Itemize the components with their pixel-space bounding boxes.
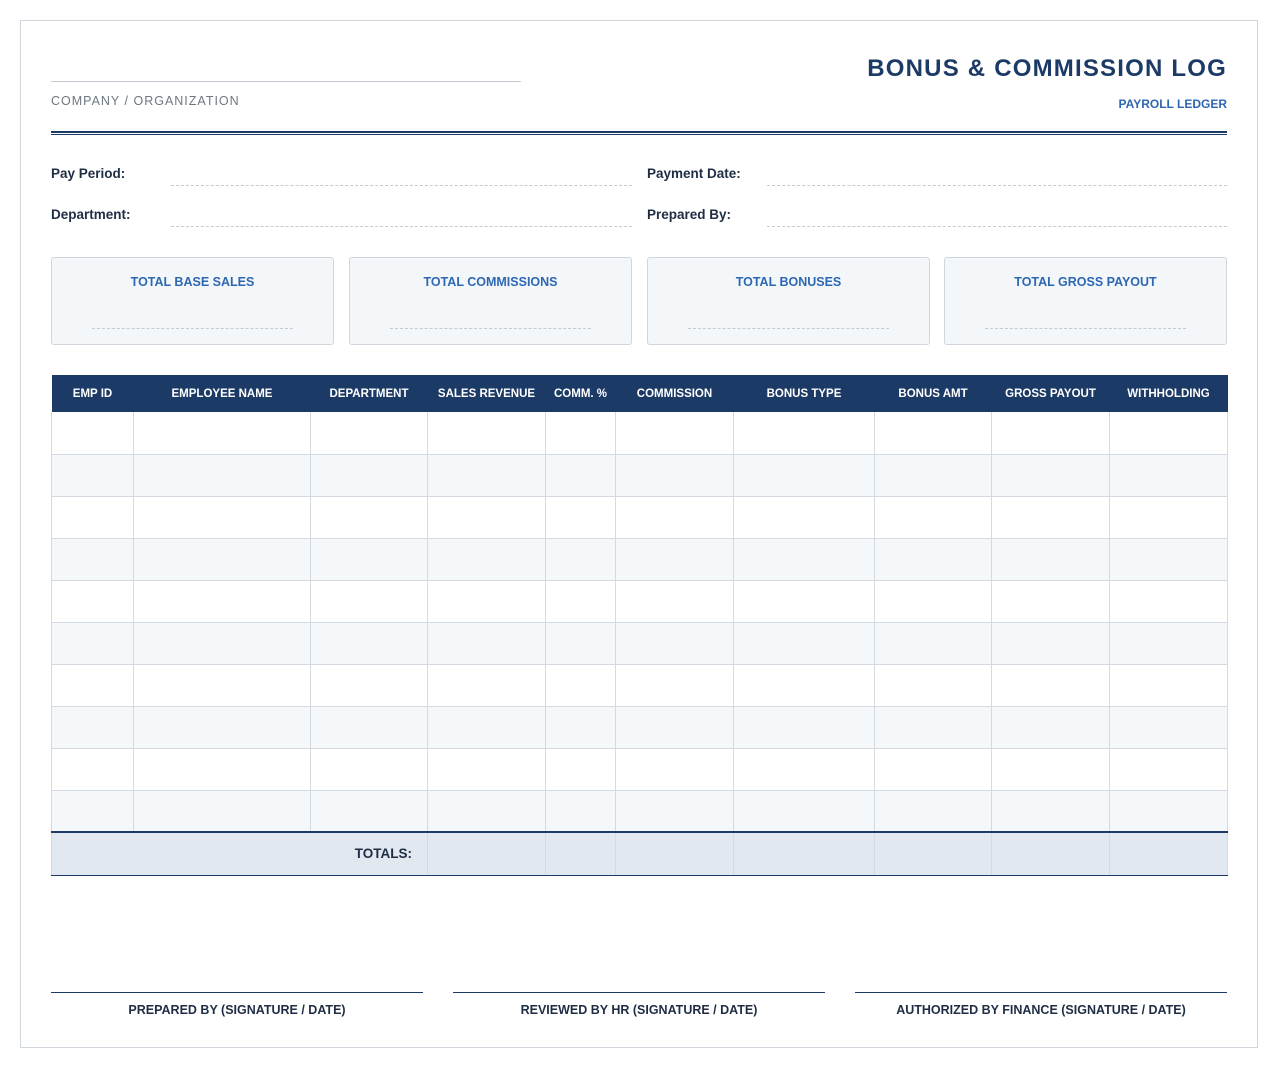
table-cell[interactable] [734, 664, 875, 706]
company-name-line[interactable] [51, 81, 521, 82]
prepared-by-signature-line[interactable] [51, 992, 423, 993]
table-cell[interactable] [992, 580, 1110, 622]
column-header: WITHHOLDING [1110, 375, 1228, 412]
table-cell[interactable] [616, 580, 734, 622]
column-header: GROSS PAYOUT [992, 375, 1110, 412]
table-cell[interactable] [134, 790, 311, 832]
table-cell[interactable] [616, 454, 734, 496]
header-divider [51, 131, 1227, 135]
table-cell[interactable] [546, 538, 616, 580]
table-cell[interactable] [134, 538, 311, 580]
table-cell[interactable] [1110, 748, 1228, 790]
company-label: COMPANY / ORGANIZATION [51, 94, 240, 108]
card-title: TOTAL GROSS PAYOUT [1014, 275, 1157, 289]
table-cell[interactable] [311, 622, 428, 664]
table-cell[interactable] [875, 706, 992, 748]
table-cell[interactable] [134, 412, 311, 454]
column-header: SALES REVENUE [428, 375, 546, 412]
table-cell[interactable] [311, 790, 428, 832]
card-title: TOTAL COMMISSIONS [423, 275, 558, 289]
table-cell[interactable] [546, 496, 616, 538]
table-row [52, 664, 1228, 706]
table-cell[interactable] [52, 748, 134, 790]
table-cell[interactable] [428, 496, 546, 538]
table-cell[interactable] [992, 412, 1110, 454]
table-cell[interactable] [1110, 622, 1228, 664]
table-cell[interactable] [1110, 412, 1228, 454]
totals-label: TOTALS: [52, 832, 428, 875]
table-cell[interactable] [52, 622, 134, 664]
table-cell[interactable] [52, 706, 134, 748]
table-header-row [52, 375, 1228, 412]
total-bonus-amt-cell[interactable] [875, 832, 992, 875]
table-cell[interactable] [428, 790, 546, 832]
table-cell[interactable] [875, 622, 992, 664]
table-cell[interactable] [134, 748, 311, 790]
table-cell[interactable] [52, 790, 134, 832]
total-sales-revenue-cell[interactable] [428, 832, 546, 875]
total-comm-pct-cell[interactable] [546, 832, 616, 875]
table-cell[interactable] [311, 706, 428, 748]
total-bonus-type-cell[interactable] [734, 832, 875, 875]
table-cell[interactable] [1110, 706, 1228, 748]
table-cell[interactable] [875, 538, 992, 580]
total-gross-payout-cell[interactable] [992, 832, 1110, 875]
table-bottom-divider [51, 875, 1227, 876]
table-cell[interactable] [1110, 454, 1228, 496]
column-header: BONUS TYPE [734, 375, 875, 412]
table-cell[interactable] [428, 454, 546, 496]
reviewed-by-hr-signature-line[interactable] [453, 992, 825, 993]
table-cell[interactable] [875, 580, 992, 622]
table-cell[interactable] [52, 580, 134, 622]
table-cell[interactable] [428, 664, 546, 706]
table-cell[interactable] [1110, 496, 1228, 538]
table-cell[interactable] [428, 706, 546, 748]
table-cell[interactable] [428, 580, 546, 622]
card-title: TOTAL BASE SALES [130, 275, 255, 289]
table-cell[interactable] [992, 706, 1110, 748]
table-cell[interactable] [875, 748, 992, 790]
document-subtitle: PAYROLL LEDGER [1118, 97, 1227, 111]
table-cell[interactable] [52, 496, 134, 538]
table-cell[interactable] [546, 622, 616, 664]
table-cell[interactable] [134, 706, 311, 748]
table-cell[interactable] [616, 622, 734, 664]
table-cell[interactable] [875, 454, 992, 496]
table-cell[interactable] [616, 790, 734, 832]
table-cell[interactable] [428, 538, 546, 580]
table-row [52, 454, 1228, 496]
table-cell[interactable] [875, 664, 992, 706]
table-cell[interactable] [734, 580, 875, 622]
table-cell[interactable] [734, 496, 875, 538]
payment-date-field[interactable] [767, 185, 1227, 186]
payroll-form-page [20, 20, 1258, 1048]
table-row [52, 790, 1228, 832]
table-cell[interactable] [546, 706, 616, 748]
card-title: TOTAL BONUSES [735, 275, 842, 289]
table-cell[interactable] [311, 496, 428, 538]
card-value-field[interactable] [985, 328, 1186, 329]
table-cell[interactable] [428, 412, 546, 454]
column-header: DEPARTMENT [311, 375, 428, 412]
card-value-field[interactable] [92, 328, 293, 329]
table-cell[interactable] [734, 790, 875, 832]
column-header: COMM. % [546, 375, 616, 412]
pay-period-field[interactable] [171, 185, 632, 186]
table-cell[interactable] [992, 622, 1110, 664]
table-row [52, 538, 1228, 580]
table-cell[interactable] [311, 748, 428, 790]
document-title: BONUS & COMMISSION LOG [867, 55, 1227, 82]
table-cell[interactable] [734, 748, 875, 790]
total-commission-cell[interactable] [616, 832, 734, 875]
table-cell[interactable] [546, 664, 616, 706]
table-cell[interactable] [1110, 664, 1228, 706]
table-cell[interactable] [311, 580, 428, 622]
commission-ledger-table [51, 375, 1228, 876]
table-cell[interactable] [734, 538, 875, 580]
table-row [52, 412, 1228, 454]
table-cell[interactable] [875, 790, 992, 832]
table-cell[interactable] [992, 790, 1110, 832]
table-cell[interactable] [546, 454, 616, 496]
table-cell[interactable] [734, 622, 875, 664]
summary-card-bonuses [647, 257, 930, 345]
table-cell[interactable] [616, 496, 734, 538]
prepared-by-label: Prepared By: [647, 207, 732, 222]
table-cell[interactable] [734, 412, 875, 454]
table-cell[interactable] [52, 664, 134, 706]
department-label: Department: [51, 207, 131, 222]
table-cell[interactable] [1110, 538, 1228, 580]
authorized-by-finance-signature-line[interactable] [855, 992, 1227, 993]
table-cell[interactable] [616, 412, 734, 454]
table-row [52, 706, 1228, 748]
table-cell[interactable] [134, 496, 311, 538]
card-value-field[interactable] [390, 328, 591, 329]
table-cell[interactable] [992, 748, 1110, 790]
table-cell[interactable] [992, 496, 1110, 538]
table-cell[interactable] [428, 748, 546, 790]
reviewed-by-hr-signature-label: REVIEWED BY HR (SIGNATURE / DATE) [520, 1003, 758, 1017]
totals-row [52, 832, 1228, 875]
table-cell[interactable] [134, 580, 311, 622]
table-cell[interactable] [134, 454, 311, 496]
pay-period-label: Pay Period: [51, 166, 126, 181]
authorized-by-finance-signature-label: AUTHORIZED BY FINANCE (SIGNATURE / DATE) [896, 1003, 1186, 1017]
table-cell[interactable] [134, 622, 311, 664]
table-cell[interactable] [546, 790, 616, 832]
table-cell[interactable] [616, 748, 734, 790]
prepared-by-signature-label: PREPARED BY (SIGNATURE / DATE) [128, 1003, 346, 1017]
table-cell[interactable] [428, 622, 546, 664]
column-header: COMMISSION [616, 375, 734, 412]
table-row [52, 622, 1228, 664]
table-cell[interactable] [134, 664, 311, 706]
table-cell[interactable] [311, 412, 428, 454]
prepared-by-field[interactable] [767, 226, 1227, 227]
table-cell[interactable] [734, 706, 875, 748]
table-cell[interactable] [311, 454, 428, 496]
table-cell[interactable] [875, 412, 992, 454]
table-cell[interactable] [52, 454, 134, 496]
table-cell[interactable] [616, 538, 734, 580]
table-cell[interactable] [311, 664, 428, 706]
table-cell[interactable] [546, 412, 616, 454]
table-cell[interactable] [734, 454, 875, 496]
table-cell[interactable] [616, 664, 734, 706]
table-row [52, 580, 1228, 622]
table-row [52, 496, 1228, 538]
table-cell[interactable] [1110, 790, 1228, 832]
column-header: BONUS AMT [875, 375, 992, 412]
column-header: EMPLOYEE NAME [134, 375, 311, 412]
summary-card-gross-payout [944, 257, 1227, 345]
table-cell[interactable] [875, 496, 992, 538]
table-cell[interactable] [311, 538, 428, 580]
column-header: EMP ID [52, 375, 134, 412]
table-cell[interactable] [1110, 580, 1228, 622]
table-cell[interactable] [992, 664, 1110, 706]
table-cell[interactable] [52, 538, 134, 580]
table-row [52, 748, 1228, 790]
payment-date-label: Payment Date: [647, 166, 741, 181]
summary-card-base-sales [51, 257, 334, 345]
table-cell[interactable] [546, 580, 616, 622]
card-value-field[interactable] [688, 328, 889, 329]
table-cell[interactable] [546, 748, 616, 790]
department-field[interactable] [171, 226, 632, 227]
table-cell[interactable] [992, 454, 1110, 496]
table-cell[interactable] [992, 538, 1110, 580]
table-cell[interactable] [616, 706, 734, 748]
summary-card-commissions [349, 257, 632, 345]
table-cell[interactable] [52, 412, 134, 454]
total-withholding-cell[interactable] [1110, 832, 1228, 875]
